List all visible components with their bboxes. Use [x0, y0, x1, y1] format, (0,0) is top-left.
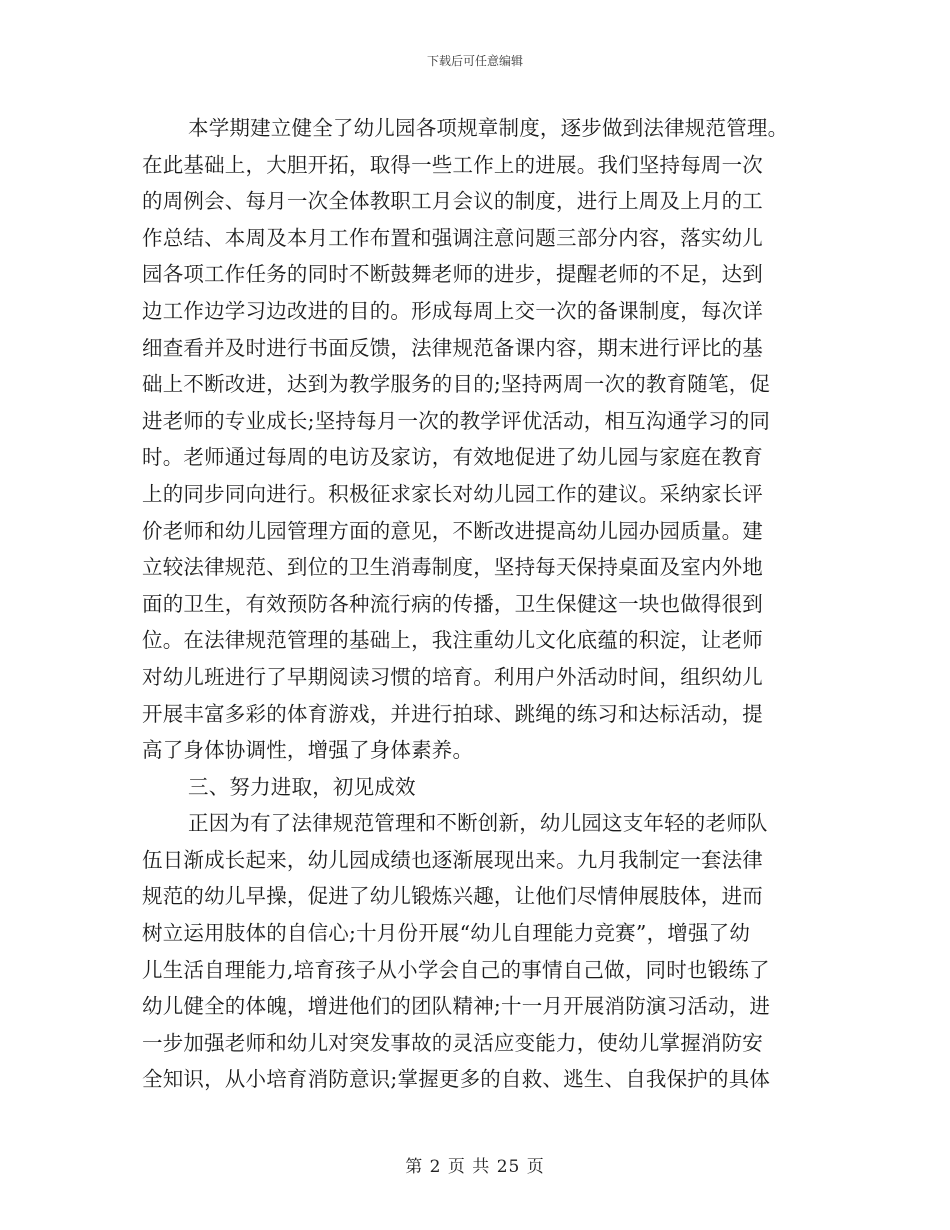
paragraph-line: 价老师和幼儿园管理方面的意见，不断改进提高幼儿园办园质量。建	[142, 518, 763, 543]
paragraph-line: 上的同步同向进行。积极征求家长对幼儿园工作的建议。采纳家长评	[142, 481, 763, 506]
paragraph-line: 幼儿健全的体魄，增进他们的团队精神;十一月开展消防演习活动，进	[142, 994, 771, 1019]
paragraph-line: 细查看并及时进行书面反馈，法律规范备课内容，期末进行评比的基	[142, 335, 763, 360]
paragraph-line: 开展丰富多彩的体育游戏，并进行拍球、跳绳的练习和达标活动，提	[142, 701, 763, 726]
paragraph-line: 全知识，从小培育消防意识;掌握更多的自救、逃生、自我保护的具体	[142, 1067, 771, 1092]
paragraph-line: 园各项工作任务的同时不断鼓舞老师的进步，提醒老师的不足，达到	[142, 262, 763, 287]
page-header: 下载后可任意编辑	[426, 54, 523, 68]
paragraph-line: 在此基础上，大胆开拓，取得一些工作上的进展。我们坚持每周一次	[142, 152, 763, 177]
paragraph-line: 进老师的专业成长;坚持每月一次的教学评优活动，相互沟通学习的同	[142, 408, 771, 433]
paragraph-line: 正因为有了法律规范管理和不断创新，幼儿园这支年轻的老师队	[188, 811, 768, 836]
paragraph-line: 的周例会、每月一次全体教职工月会议的制度，进行上周及上月的工	[142, 189, 763, 214]
paragraph-line: 面的卫生，有效预防各种流行病的传播，卫生保健这一块也做得很到	[142, 591, 763, 616]
page-footer: 第 2 页 共 25 页	[405, 1157, 545, 1177]
paragraph-line: 本学期建立健全了幼儿园各项规章制度，逐步做到法律规范管理。	[188, 116, 789, 140]
paragraph-line: 规范的幼儿早操，促进了幼儿锻炼兴趣，让他们尽情伸展肢体，进而	[142, 884, 763, 909]
paragraph-line: 位。在法律规范管理的基础上，我注重幼儿文化底蕴的积淀，让老师	[142, 628, 763, 653]
paragraph-line: 伍日渐成长起来，幼儿园成绩也逐渐展现出来。九月我制定一套法律	[142, 847, 763, 872]
paragraph-line: 作总结、本周及本月工作布置和强调注意问题三部分内容，落实幼儿	[142, 225, 763, 250]
paragraph-line: 边工作边学习边改进的目的。形成每周上交一次的备课制度，每次详	[142, 298, 763, 323]
paragraph-line: 立较法律规范、到位的卫生消毒制度，坚持每天保持桌面及室内外地	[142, 555, 763, 580]
paragraph-line: 时。老师通过每周的电访及家访，有效地促进了幼儿园与家庭在教育	[142, 445, 763, 470]
paragraph-line: 对幼儿班进行了早期阅读习惯的培育。利用户外活动时间，组织幼儿	[142, 664, 763, 689]
paragraph-line: 一步加强老师和幼儿对突发事故的灵活应变能力，使幼儿掌握消防安	[142, 1030, 763, 1055]
paragraph-line: 树立运用肢体的自信心;十月份开展“幼儿自理能力竞赛”，增强了幼	[142, 921, 751, 946]
document-body	[142, 110, 810, 1098]
paragraph-line: 儿生活自理能力,培育孩子从小学会自己的事情自己做，同时也锻练了	[142, 957, 770, 982]
paragraph-line: 高了身体协调性，增强了身体素养。	[142, 738, 474, 763]
section-heading: 三、努力进取，初见成效	[188, 774, 416, 799]
paragraph-line: 础上不断改进，达到为教学服务的目的;坚持两周一次的教育随笔，促	[142, 372, 771, 397]
